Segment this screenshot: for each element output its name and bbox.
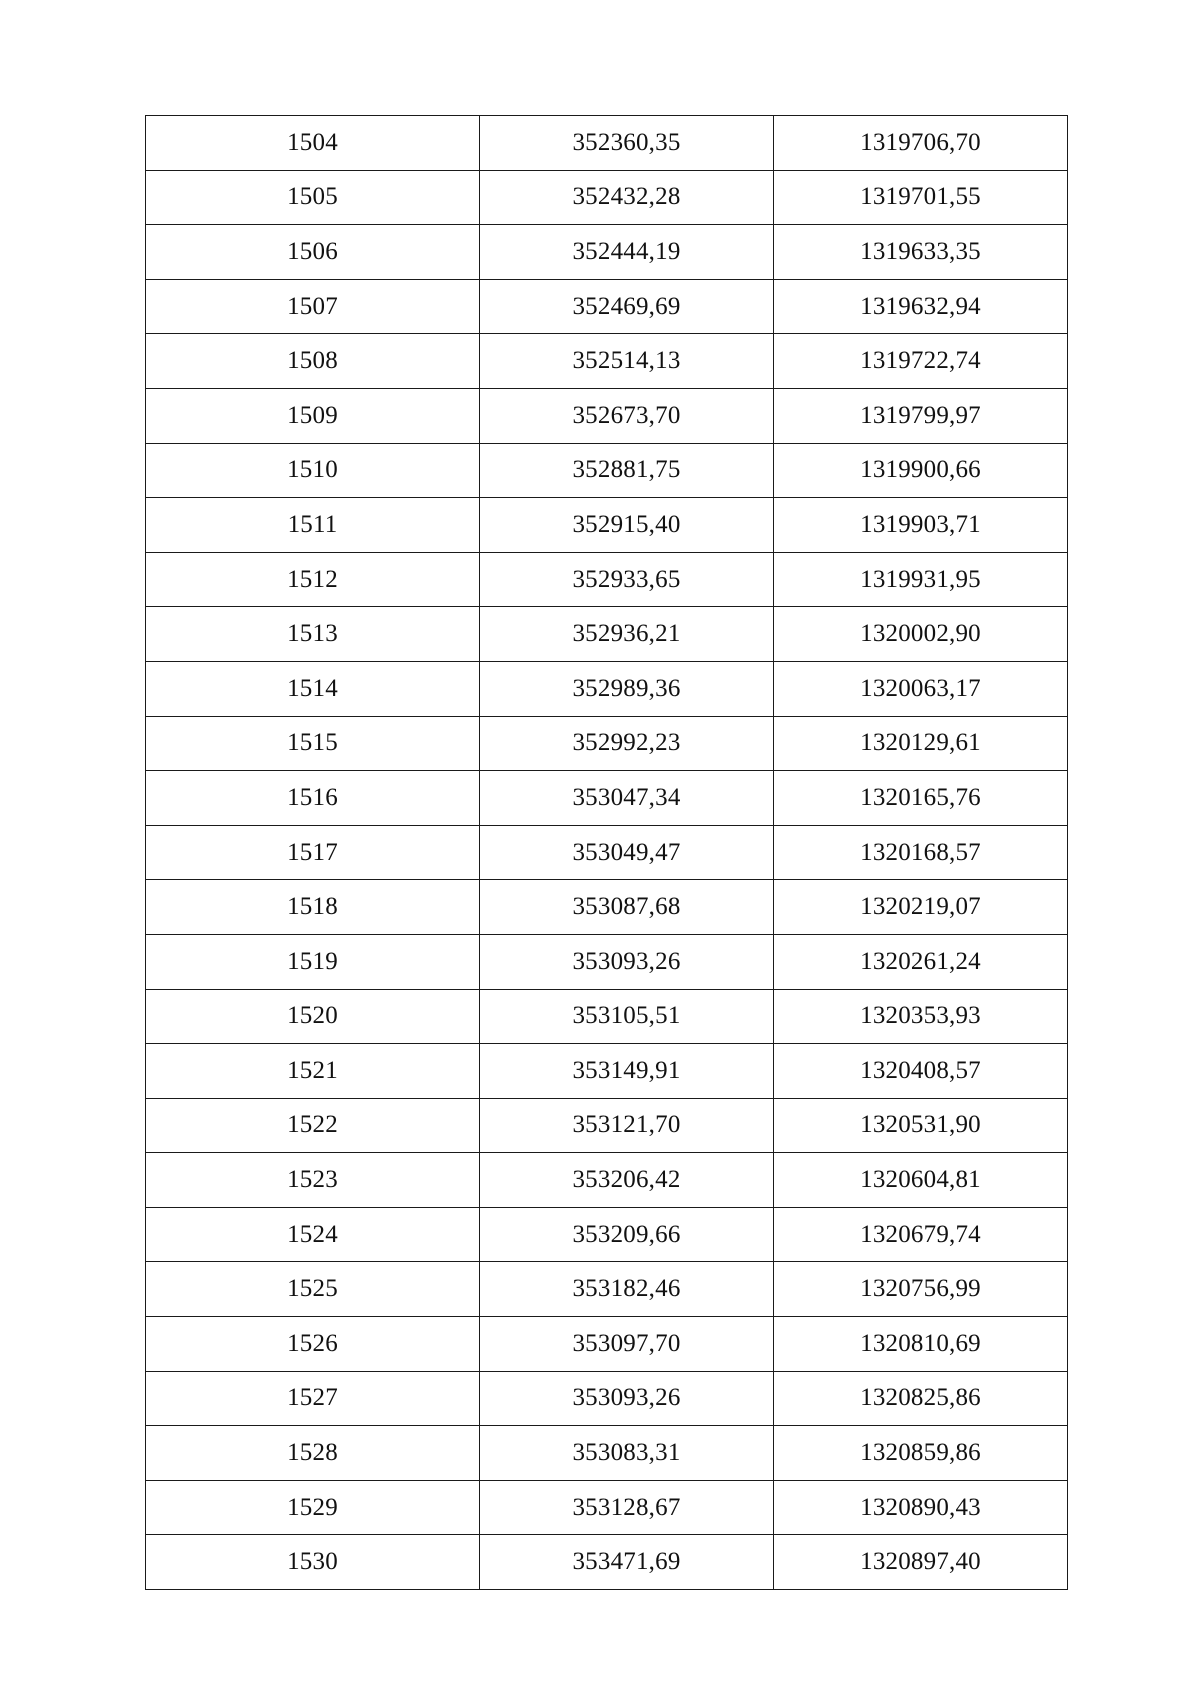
table-row [146, 771, 1068, 826]
point-number-cell: 1526 [146, 1317, 480, 1372]
y-coordinate-cell: 1319931,95 [774, 552, 1068, 607]
y-coordinate-cell: 1319706,70 [774, 116, 1068, 171]
y-coordinate-cell: 1319633,35 [774, 225, 1068, 280]
table-row [146, 934, 1068, 989]
x-coordinate-cell: 353093,26 [480, 934, 774, 989]
point-number-cell: 1518 [146, 880, 480, 935]
x-coordinate-cell: 353206,42 [480, 1153, 774, 1208]
coordinates-table [145, 115, 1068, 1590]
table-row [146, 1426, 1068, 1481]
table-row [146, 880, 1068, 935]
x-coordinate-cell: 352936,21 [480, 607, 774, 662]
table-row [146, 334, 1068, 389]
table-row [146, 1317, 1068, 1372]
y-coordinate-cell: 1320129,61 [774, 716, 1068, 771]
x-coordinate-cell: 352514,13 [480, 334, 774, 389]
y-coordinate-cell: 1320531,90 [774, 1098, 1068, 1153]
y-coordinate-cell: 1320353,93 [774, 989, 1068, 1044]
point-number-cell: 1519 [146, 934, 480, 989]
table-row [146, 1480, 1068, 1535]
point-number-cell: 1521 [146, 1044, 480, 1099]
point-number-cell: 1522 [146, 1098, 480, 1153]
table-row [146, 661, 1068, 716]
point-number-cell: 1505 [146, 170, 480, 225]
y-coordinate-cell: 1320679,74 [774, 1207, 1068, 1262]
table-row [146, 279, 1068, 334]
y-coordinate-cell: 1319701,55 [774, 170, 1068, 225]
x-coordinate-cell: 353093,26 [480, 1371, 774, 1426]
y-coordinate-cell: 1320002,90 [774, 607, 1068, 662]
point-number-cell: 1529 [146, 1480, 480, 1535]
x-coordinate-cell: 353209,66 [480, 1207, 774, 1262]
table-row [146, 1371, 1068, 1426]
table-row [146, 1044, 1068, 1099]
x-coordinate-cell: 353105,51 [480, 989, 774, 1044]
point-number-cell: 1527 [146, 1371, 480, 1426]
x-coordinate-cell: 353083,31 [480, 1426, 774, 1481]
point-number-cell: 1506 [146, 225, 480, 280]
x-coordinate-cell: 353121,70 [480, 1098, 774, 1153]
table-row [146, 1207, 1068, 1262]
point-number-cell: 1515 [146, 716, 480, 771]
y-coordinate-cell: 1320890,43 [774, 1480, 1068, 1535]
table-row [146, 388, 1068, 443]
table-row [146, 443, 1068, 498]
table-row [146, 1098, 1068, 1153]
point-number-cell: 1523 [146, 1153, 480, 1208]
y-coordinate-cell: 1320756,99 [774, 1262, 1068, 1317]
x-coordinate-cell: 352360,35 [480, 116, 774, 171]
table-row [146, 1153, 1068, 1208]
point-number-cell: 1514 [146, 661, 480, 716]
point-number-cell: 1508 [146, 334, 480, 389]
y-coordinate-cell: 1320604,81 [774, 1153, 1068, 1208]
x-coordinate-cell: 352444,19 [480, 225, 774, 280]
x-coordinate-cell: 353049,47 [480, 825, 774, 880]
coordinates-table-body [146, 116, 1068, 1590]
point-number-cell: 1504 [146, 116, 480, 171]
x-coordinate-cell: 353097,70 [480, 1317, 774, 1372]
x-coordinate-cell: 352915,40 [480, 498, 774, 553]
y-coordinate-cell: 1320408,57 [774, 1044, 1068, 1099]
x-coordinate-cell: 353047,34 [480, 771, 774, 826]
x-coordinate-cell: 352933,65 [480, 552, 774, 607]
x-coordinate-cell: 352881,75 [480, 443, 774, 498]
table-row [146, 170, 1068, 225]
y-coordinate-cell: 1319722,74 [774, 334, 1068, 389]
x-coordinate-cell: 353087,68 [480, 880, 774, 935]
point-number-cell: 1530 [146, 1535, 480, 1590]
y-coordinate-cell: 1319632,94 [774, 279, 1068, 334]
y-coordinate-cell: 1320165,76 [774, 771, 1068, 826]
y-coordinate-cell: 1320859,86 [774, 1426, 1068, 1481]
point-number-cell: 1512 [146, 552, 480, 607]
y-coordinate-cell: 1320261,24 [774, 934, 1068, 989]
point-number-cell: 1511 [146, 498, 480, 553]
table-row [146, 498, 1068, 553]
table-row [146, 116, 1068, 171]
x-coordinate-cell: 352673,70 [480, 388, 774, 443]
point-number-cell: 1517 [146, 825, 480, 880]
point-number-cell: 1528 [146, 1426, 480, 1481]
table-row [146, 552, 1068, 607]
point-number-cell: 1520 [146, 989, 480, 1044]
y-coordinate-cell: 1320063,17 [774, 661, 1068, 716]
y-coordinate-cell: 1319799,97 [774, 388, 1068, 443]
y-coordinate-cell: 1320219,07 [774, 880, 1068, 935]
x-coordinate-cell: 353149,91 [480, 1044, 774, 1099]
x-coordinate-cell: 353128,67 [480, 1480, 774, 1535]
y-coordinate-cell: 1320825,86 [774, 1371, 1068, 1426]
point-number-cell: 1510 [146, 443, 480, 498]
table-row [146, 225, 1068, 280]
table-row [146, 1535, 1068, 1590]
x-coordinate-cell: 352992,23 [480, 716, 774, 771]
point-number-cell: 1507 [146, 279, 480, 334]
table-row [146, 825, 1068, 880]
point-number-cell: 1509 [146, 388, 480, 443]
point-number-cell: 1516 [146, 771, 480, 826]
table-row [146, 1262, 1068, 1317]
x-coordinate-cell: 353471,69 [480, 1535, 774, 1590]
point-number-cell: 1525 [146, 1262, 480, 1317]
table-row [146, 989, 1068, 1044]
y-coordinate-cell: 1320810,69 [774, 1317, 1068, 1372]
x-coordinate-cell: 353182,46 [480, 1262, 774, 1317]
x-coordinate-cell: 352989,36 [480, 661, 774, 716]
y-coordinate-cell: 1319903,71 [774, 498, 1068, 553]
y-coordinate-cell: 1320168,57 [774, 825, 1068, 880]
table-row [146, 716, 1068, 771]
x-coordinate-cell: 352432,28 [480, 170, 774, 225]
point-number-cell: 1513 [146, 607, 480, 662]
x-coordinate-cell: 352469,69 [480, 279, 774, 334]
y-coordinate-cell: 1320897,40 [774, 1535, 1068, 1590]
point-number-cell: 1524 [146, 1207, 480, 1262]
table-row [146, 607, 1068, 662]
y-coordinate-cell: 1319900,66 [774, 443, 1068, 498]
